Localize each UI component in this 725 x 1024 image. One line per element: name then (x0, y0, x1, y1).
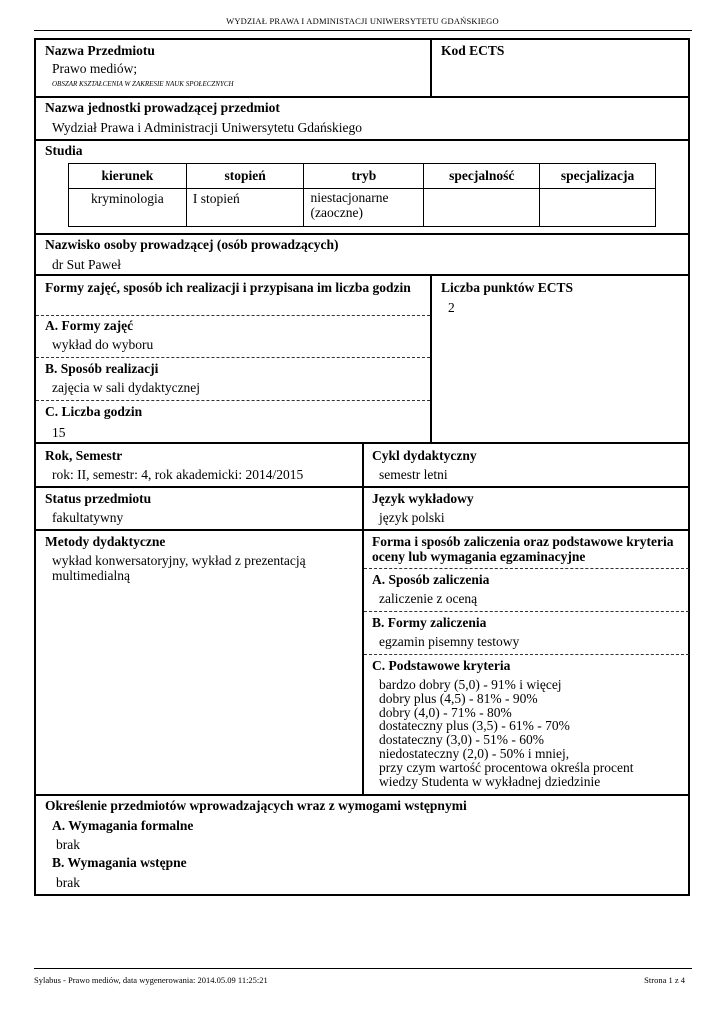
divider (362, 443, 364, 794)
column-header: tryb (304, 164, 424, 189)
footer-generated-info: Sylabus - Prawo mediów, data wygenerowania: 2014.05.09 11:25:21 (34, 975, 268, 985)
nazwa-przedmiotu-label: Nazwa Przedmiotu (45, 43, 155, 58)
zaliczenie-b-label: B. Formy zaliczenia (372, 615, 487, 630)
divider (35, 486, 689, 488)
table-cell: niestacjonarne (zaoczne) (304, 189, 424, 227)
column-header: kierunek (69, 164, 187, 189)
jednostka-label: Nazwa jednostki prowadzącej przedmiot (45, 100, 280, 115)
zaliczenie-b-value: egzamin pisemny testowy (379, 634, 520, 649)
divider (430, 39, 432, 97)
footer-divider (34, 968, 692, 969)
divider (35, 274, 689, 276)
table-cell: kryminologia (69, 189, 187, 227)
jednostka-value: Wydział Prawa i Administracji Uniwersytetu Gdańskiego (52, 120, 362, 135)
divider (36, 357, 430, 358)
divider (36, 315, 430, 316)
table-cell (540, 189, 656, 227)
formy-a-value: wykład do wyboru (52, 337, 154, 352)
metody-label: Metody dydaktyczne (45, 534, 166, 549)
cykl-label: Cykl dydaktyczny (372, 448, 477, 463)
formy-b-label: B. Sposób realizacji (45, 361, 159, 376)
jezyk-label: Język wykładowy (372, 491, 474, 506)
zaliczenie-a-label: A. Sposób zaliczenia (372, 572, 490, 587)
kod-ects-label: Kod ECTS (441, 43, 505, 58)
zaliczenie-c-label: C. Podstawowe kryteria (372, 658, 511, 673)
table-row (69, 189, 656, 227)
status-value: fakultatywny (52, 510, 124, 525)
cykl-value: semestr letni (379, 467, 448, 482)
page-number: Strona 1 z 4 (644, 975, 685, 985)
prowadzacy-value: dr Sut Paweł (52, 257, 121, 272)
table-cell: I stopień (186, 189, 304, 227)
divider (430, 275, 432, 442)
ects-label: Liczba punktów ECTS (441, 280, 574, 295)
prowadzacy-label: Nazwisko osoby prowadzącej (osób prowadzących) (45, 237, 339, 252)
divider (364, 611, 689, 612)
ects-value: 2 (448, 300, 455, 315)
zaliczenie-label: Forma i sposób zaliczenia oraz podstawowe kryteria oceny lub wymagania egzaminacyjne (372, 534, 674, 564)
divider (35, 794, 689, 796)
formy-c-value: 15 (52, 425, 66, 440)
divider (35, 96, 689, 98)
divider (35, 139, 689, 141)
column-header: specjalizacja (540, 164, 656, 189)
wymagania-a-label: A. Wymagania formalne (52, 818, 194, 833)
table-header-row (69, 164, 656, 189)
divider (35, 233, 689, 235)
studia-label: Studia (45, 143, 83, 158)
status-label: Status przedmiotu (45, 491, 152, 506)
wymagania-a-value: brak (56, 837, 80, 852)
divider (364, 654, 689, 655)
column-header: specjalność (424, 164, 540, 189)
zaliczenie-a-value: zaliczenie z oceną (379, 591, 478, 606)
jezyk-value: język polski (379, 510, 445, 525)
studia-table (68, 163, 656, 227)
divider (36, 400, 430, 401)
nazwa-przedmiotu-value: Prawo mediów; (52, 61, 138, 76)
rok-label: Rok, Semestr (45, 448, 123, 463)
formy-c-label: C. Liczba godzin (45, 404, 143, 419)
rok-value: rok: II, semestr: 4, rok akademicki: 2014/2015 (52, 467, 304, 482)
wymagania-b-label: B. Wymagania wstępne (52, 855, 187, 870)
obszar-ksztalcenia: OBSZAR KSZTAŁCENIA W ZAKRESIE NAUK SPOŁECZNYCH (52, 80, 234, 88)
formy-a-label: A. Formy zajęć (45, 318, 134, 333)
header-divider (34, 30, 692, 31)
metody-value: wykład konwersatoryjny, wykład z prezentacją multimedialną (52, 553, 306, 583)
formy-label: Formy zajęć, sposób ich realizacji i przypisana im liczba godzin (45, 280, 411, 295)
page-header: WYDZIAŁ PRAWA I ADMINISTACJI UNIWERSYTETU GDAŃSKIEGO (226, 16, 499, 26)
zaliczenie-c-value: bardzo dobry (5,0) - 91% i więcej dobry plus (4,5) - 81% - 90% dobry (4,0) - 71% - 80% dostateczny plus (3,5) - 61% - 70% dostateczny (3,0) - 51% - 60% niedostateczny (2,0) - 50% i mniej, przy czym wartość procentowa określa procent wiedzy Studenta w wykładnej dziedzinie (379, 677, 634, 789)
divider (364, 568, 689, 569)
wymagania-b-value: brak (56, 875, 80, 890)
divider (35, 529, 689, 531)
column-header: stopień (186, 164, 304, 189)
wymagania-label: Określenie przedmiotów wprowadzających wraz z wymogami wstępnymi (45, 798, 467, 813)
table-cell (424, 189, 540, 227)
formy-b-value: zajęcia w sali dydaktycznej (52, 380, 201, 395)
